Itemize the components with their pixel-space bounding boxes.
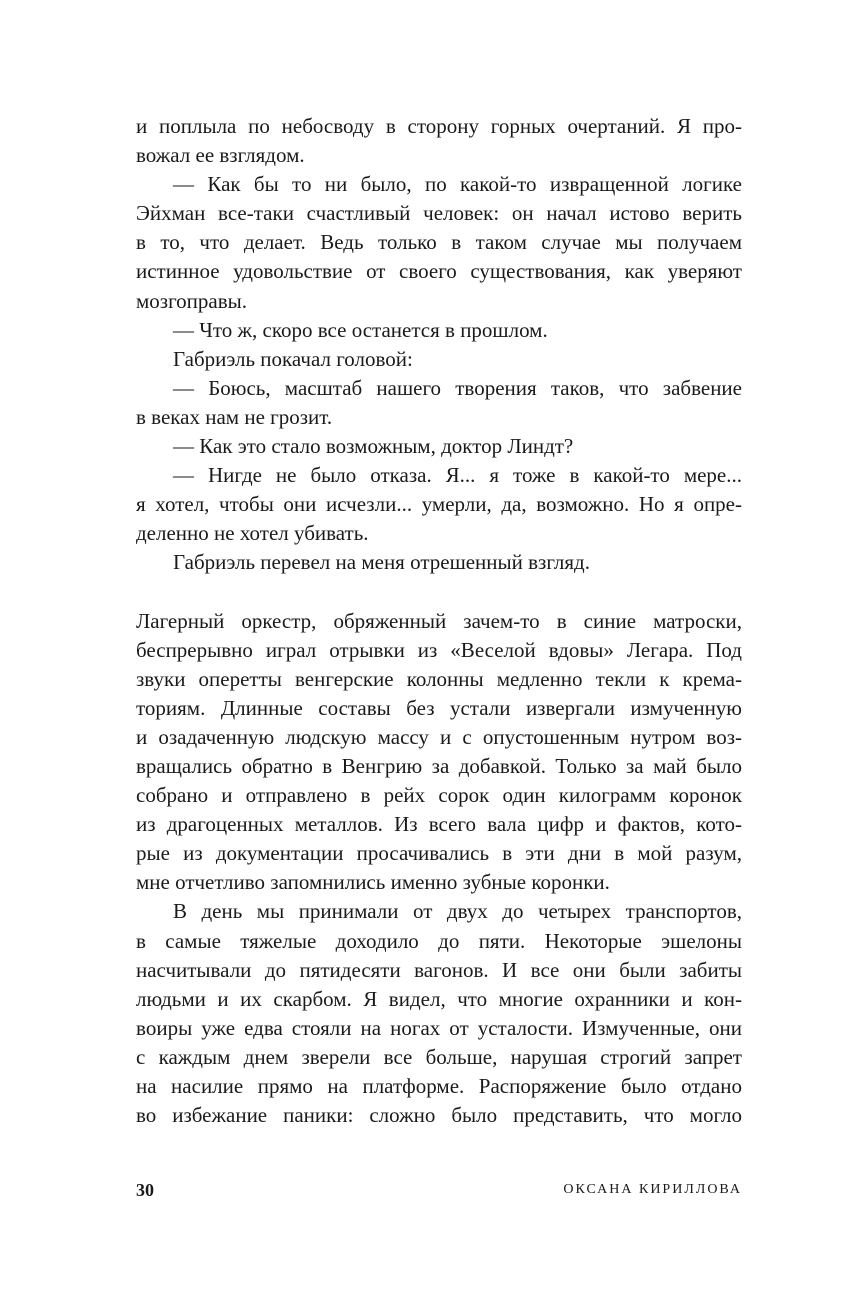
text-line: Габриэль перевел на меня отрешенный взгляд. <box>173 550 590 575</box>
text-line: я хотел, чтобы они исчезли... умерли, да, возможно. Но я опре- <box>136 492 742 517</box>
running-head-author: ОКСАНА КИРИЛЛОВА <box>563 1182 742 1197</box>
text-line: во избежание паники: сложно было представить, что могло <box>136 1103 742 1128</box>
text-line: мозгоправы. <box>136 288 248 313</box>
text-line: и озадаченную людскую массу и с опустошенным нутром воз- <box>136 724 742 749</box>
text-line: вращались обратно в Венгрию за добавкой. Только за май было <box>136 753 742 778</box>
text-line: — Как это стало возможным, доктор Линдт? <box>173 434 574 459</box>
text-line: с каждым днем зверели все больше, нарушая строгий запрет <box>136 1044 742 1069</box>
text-line: людьми и их скарбом. Я видел, что многие охранники и кон- <box>136 986 742 1011</box>
text-line: В день мы принимали от двух до четырех транспортов, <box>173 899 742 924</box>
text-line: — Что ж, скоро все останется в прошлом. <box>173 317 548 342</box>
text-line: — Как бы то ни было, по какой-то извращенной логике <box>173 172 742 197</box>
page-number: 30 <box>136 1180 154 1200</box>
text-line: деленно не хотел убивать. <box>136 521 369 546</box>
page-body <box>136 112 742 1130</box>
text-line: Лагерный оркестр, обряженный зачем-то в синие матроски, <box>136 608 742 633</box>
text-line: вожал ее взглядом. <box>136 143 305 168</box>
text-line: Габриэль покачал головой: <box>173 346 413 371</box>
text-line: в самые тяжелые доходило до пяти. Некоторые эшелоны <box>136 928 742 953</box>
text-line: ториям. Длинные составы без устали извергали измученную <box>136 695 742 720</box>
text-line: — Нигде не было отказа. Я... я тоже в какой-то мере... <box>173 463 742 488</box>
text-line: беспрерывно играл отрывки из «Веселой вдовы» Легара. Под <box>136 637 742 662</box>
text-line: в веках нам не грозит. <box>136 404 333 429</box>
text-line: Эйхман все-таки счастливый человек: он начал истово верить <box>136 201 742 226</box>
text-line: рые из документации просачивались в эти дни в мой разум, <box>136 841 742 866</box>
page-footer <box>136 1180 742 1204</box>
text-line: истинное удовольствие от своего существования, как уверяют <box>136 259 742 284</box>
text-line: в то, что делает. Ведь только в таком случае мы получаем <box>136 230 742 255</box>
section-break <box>136 578 742 607</box>
text-line: вoиры уже едва стояли на ногах от усталости. Измученные, они <box>136 1015 742 1040</box>
text-line: из драгоценных металлов. Из всего вала цифр и фактов, кото- <box>136 812 742 837</box>
text-line: мне отчетливо запомнились именно зубные коронки. <box>136 870 610 895</box>
text-line: — Боюсь, масштаб нашего творения таков, что забвение <box>173 375 742 400</box>
text-line: насчитывали до пятидесяти вагонов. И все они были забиты <box>136 957 742 982</box>
text-line: звуки оперетты венгерские колонны медленно текли к крема- <box>136 666 742 691</box>
text-line: на насилие прямо на платформе. Распоряжение было отдано <box>136 1074 742 1098</box>
text-line: собрано и отправлено в рейх сорок один килограмм коронок <box>136 783 742 808</box>
text-line: и поплыла по небосводу в сторону горных очертаний. Я про- <box>136 114 742 138</box>
